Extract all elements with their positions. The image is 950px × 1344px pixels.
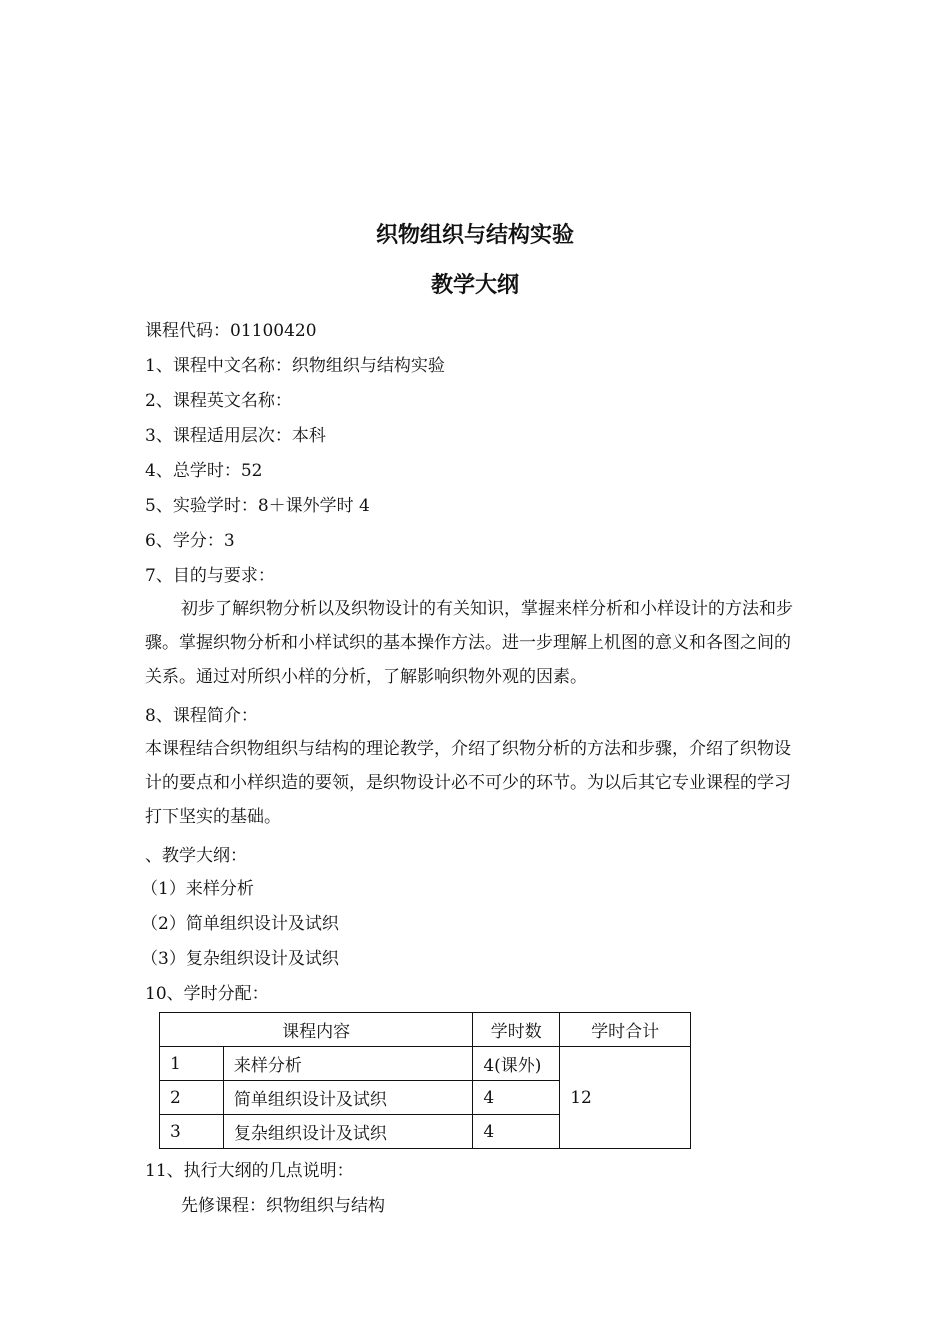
row-content: 复杂组织设计及试织 — [223, 1115, 472, 1149]
row-content: 来样分析 — [223, 1047, 472, 1081]
outline-item-1: （1）来样分析 — [141, 879, 254, 899]
intro-heading: 8、课程简介： — [145, 706, 258, 726]
document-title: 织物组织与结构实验 — [375, 223, 574, 248]
notes-heading: 11、执行大纲的几点说明： — [145, 1161, 354, 1181]
table-header-row — [160, 1013, 691, 1047]
item-objectives-heading: 7、目的与要求： — [145, 566, 275, 586]
item-credits: 6、学分：3 — [145, 531, 235, 551]
item-level: 3、课程适用层次：本科 — [145, 426, 326, 446]
total-hours-cell: 12 — [560, 1047, 691, 1149]
outline-item-2: （2）简单组织设计及试织 — [141, 914, 339, 934]
intro-paragraph: 本课程结合织物组织与结构的理论教学，介绍了织物分析的方法和步骤，介绍了织物设计的要点和小样织造的要领，是织物设计必不可少的环节。为以后其它专业课程的学习打下坚实的基础。 — [145, 739, 791, 827]
item-chinese-name: 1、课程中文名称：织物组织与结构实验 — [145, 356, 445, 376]
row-number: 3 — [160, 1115, 224, 1149]
outline-heading: 、教学大纲： — [145, 846, 247, 866]
document-subtitle: 教学大纲 — [430, 273, 519, 298]
item-lab-hours: 5、实验学时：8＋课外学时 4 — [145, 496, 370, 516]
header-content: 课程内容 — [160, 1013, 473, 1047]
item-english-name: 2、课程英文名称： — [145, 391, 292, 411]
hours-heading: 10、学时分配： — [145, 984, 269, 1004]
objectives-paragraph: 初步了解织物分析以及织物设计的有关知识，掌握来样分析和小样设计的方法和步骤。掌握织物分析和小样试织的基本操作方法。进一步理解上机图的意义和各图之间的关系。通过对所织小样的分析，了解影响织物外观的因素。 — [145, 599, 793, 687]
header-total: 学时合计 — [560, 1013, 691, 1047]
row-hours: 4 — [473, 1115, 560, 1149]
row-hours: 4 — [473, 1081, 560, 1115]
row-number: 2 — [160, 1081, 224, 1115]
outline-item-3: （3）复杂组织设计及试织 — [141, 949, 339, 969]
item-total-hours: 4、总学时：52 — [145, 461, 263, 481]
row-content: 简单组织设计及试织 — [223, 1081, 472, 1115]
prerequisite-line: 先修课程：织物组织与结构 — [181, 1196, 385, 1216]
table-row — [160, 1047, 691, 1081]
header-hours: 学时数 — [473, 1013, 560, 1047]
row-hours: 4(课外) — [473, 1047, 560, 1081]
course-code: 课程代码：01100420 — [145, 321, 317, 341]
hours-table — [159, 1012, 691, 1149]
row-number: 1 — [160, 1047, 224, 1081]
